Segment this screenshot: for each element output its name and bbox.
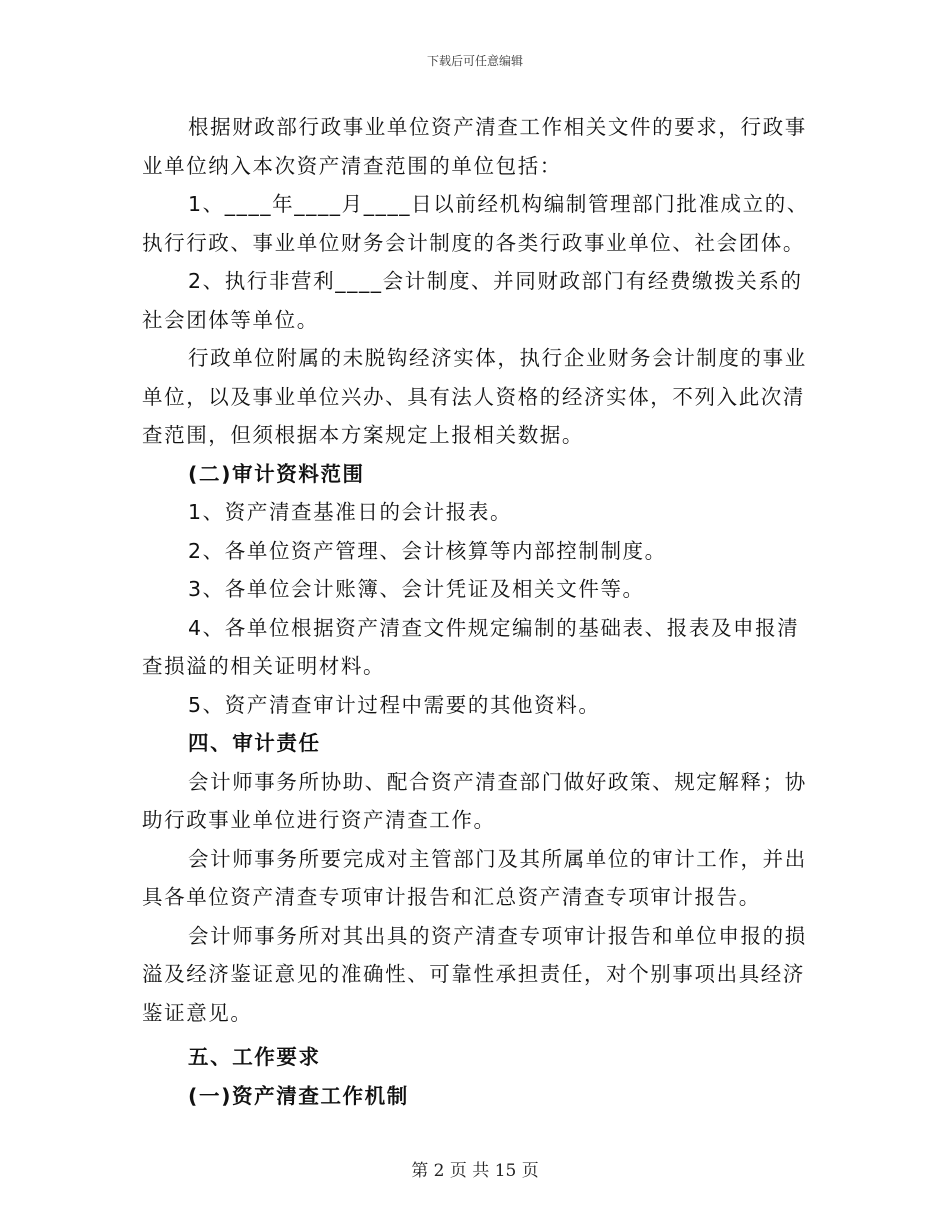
document-body bbox=[142, 108, 812, 1115]
paragraph: 根据财政部行政事业单位资产清查工作相关文件的要求，行政事业单位纳入本次资产清查范围的单位包括： bbox=[142, 115, 807, 178]
list-item: 3、各单位会计账簿、会计凭证及相关文件等。 bbox=[188, 577, 645, 601]
list-item: 2、各单位资产管理、会计核算等内部控制制度。 bbox=[188, 538, 667, 563]
section-heading: 五、工作要求 bbox=[188, 1045, 321, 1069]
list-item: 5、资产清查审计过程中需要的其他资料。 bbox=[188, 692, 601, 717]
paragraph: 会计师事务所要完成对主管部门及其所属单位的审计工作，并出具各单位资产清查专项审计报告和汇总资产清查专项审计报告。 bbox=[142, 846, 807, 909]
section-heading: 四、审计责任 bbox=[188, 731, 321, 755]
section-heading: (二)审计资料范围 bbox=[188, 461, 365, 486]
page-header: 下载后可任意编辑 bbox=[426, 54, 523, 68]
paragraph: 2、执行非营利____会计制度、并同财政部门有经费缴拨关系的社会团体等单位。 bbox=[142, 269, 803, 332]
paragraph: 1、____年____月____日以前经机构编制管理部门批准成立的、执行行政、事业单位财务会计制度的各类行政事业单位、社会团体。 bbox=[142, 192, 809, 255]
paragraph: 行政单位附属的未脱钩经济实体，执行企业财务会计制度的事业单位，以及事业单位兴办、具有法人资格的经济实体，不列入此次清查范围，但须根据本方案规定上报相关数据。 bbox=[142, 346, 807, 447]
paragraph: 会计师事务所协助、配合资产清查部门做好政策、规定解释；协助行政事业单位进行资产清查工作。 bbox=[142, 769, 807, 832]
list-item: 1、资产清查基准日的会计报表。 bbox=[188, 500, 513, 524]
page-footer: 第 2 页 共 15 页 bbox=[411, 1161, 539, 1181]
section-heading: (一)资产清查工作机制 bbox=[188, 1083, 409, 1108]
list-item: 4、各单位根据资产清查文件规定编制的基础表、报表及申报清查损溢的相关证明材料。 bbox=[142, 615, 800, 678]
paragraph: 会计师事务所对其出具的资产清查专项审计报告和单位申报的损溢及经济鉴证意见的准确性、可靠性承担责任，对个别事项出具经济鉴证意见。 bbox=[142, 923, 807, 1025]
